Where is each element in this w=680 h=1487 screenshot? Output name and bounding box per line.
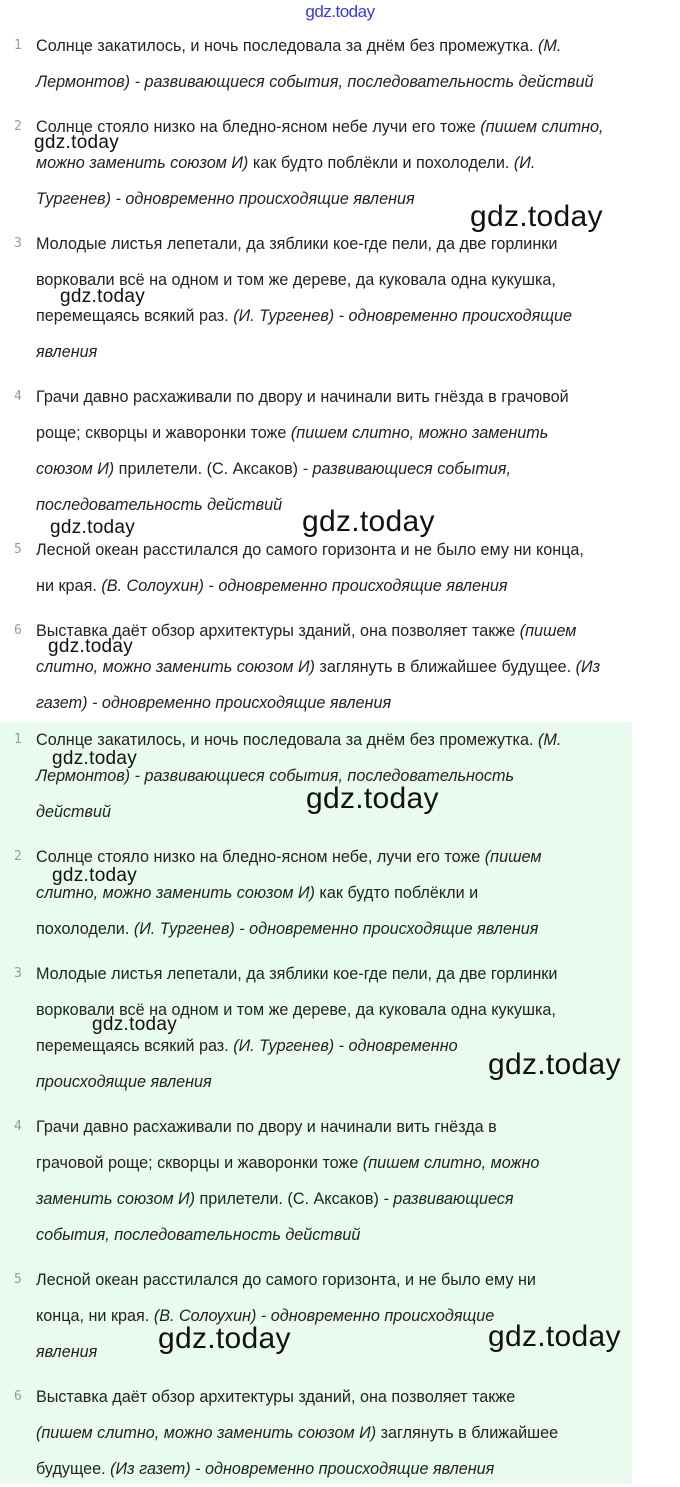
watermark: gdz.today <box>302 505 435 538</box>
watermark: gdz.today <box>92 1014 178 1035</box>
italic-segment: Тургенев) - одновременно происходящие явления <box>36 190 415 208</box>
text-segment: Лесной океан расстилался до самого горизонта и не было ему ни конца, <box>36 541 584 559</box>
text-segment: Солнце закатилось, и ночь последовала за днём без промежутка. <box>36 731 538 749</box>
italic-segment: (пишем слитно, <box>480 118 604 136</box>
italic-segment: (пишем <box>484 848 542 866</box>
italic-segment: (В. Солоухин) - одновременно происходящие явления <box>101 577 508 595</box>
text-segment: Выставка даёт обзор архитектуры зданий, она позволяет также <box>36 1388 516 1406</box>
italic-segment: (Из газет) - одновременно происходящие явления <box>110 1460 495 1478</box>
italic-segment: газет) - одновременно происходящие явления <box>36 694 392 712</box>
italic-segment: (М. <box>537 731 562 749</box>
item-number: 1 <box>14 732 22 747</box>
italic-segment: действий <box>36 803 111 821</box>
text-segment: перемещаясь всякий раз. <box>36 1037 234 1055</box>
watermark: gdz.today <box>488 1320 621 1353</box>
text-line <box>36 1451 620 1487</box>
text-line <box>36 1109 620 1145</box>
text-line <box>36 451 670 487</box>
item-number: 2 <box>14 119 22 134</box>
italic-segment: (И. Тургенев) - одновременно происходящие <box>233 307 573 325</box>
text-segment: ворковали всё на одном и том же дереве, да куковала одна кукушка, <box>36 271 556 289</box>
text-segment: Выставка даёт обзор архитектуры зданий, она позволяет также <box>36 622 520 640</box>
italic-segment: явления <box>36 1343 98 1361</box>
watermark: gdz.today <box>158 1322 291 1355</box>
watermark: gdz.today <box>48 636 134 657</box>
italic-segment: (пишем слитно, можно заменить <box>290 424 549 442</box>
item-number: 1 <box>14 38 22 53</box>
italic-segment: - развивающиеся <box>383 1190 514 1208</box>
item-number: 4 <box>14 1119 22 1134</box>
text-line <box>36 1415 620 1451</box>
text-line <box>36 1379 620 1415</box>
text-segment: заглянуть в ближайшее будущее. <box>314 658 576 676</box>
italic-segment: (И. <box>513 154 536 172</box>
watermark: gdz.today <box>34 132 120 153</box>
text-line <box>36 145 670 181</box>
list-item <box>0 839 632 947</box>
answer-block-corrected <box>0 722 632 1484</box>
watermark: gdz.today <box>52 748 138 769</box>
text-line <box>36 334 670 370</box>
item-number: 5 <box>14 542 22 557</box>
list-item <box>0 613 680 721</box>
text-segment: Молодые листья лепетали, да зяблики кое-где пели, да две горлинки <box>36 235 558 253</box>
italic-segment: слитно, можно заменить союзом И) <box>36 884 315 902</box>
item-number: 6 <box>14 1389 22 1404</box>
text-line <box>36 28 670 64</box>
item-number: 4 <box>14 389 22 404</box>
italic-segment: (М. <box>537 37 562 55</box>
item-number: 2 <box>14 849 22 864</box>
text-line <box>36 956 620 992</box>
text-segment: похолодели. <box>36 920 134 938</box>
italic-segment: (И. Тургенев) - одновременно <box>233 1037 458 1055</box>
watermark: gdz.today <box>488 1048 621 1081</box>
item-number: 3 <box>14 236 22 251</box>
text-segment: Грачи давно расхаживали по двору и начинали вить гнёзда в <box>36 1118 497 1136</box>
italic-segment: (пишем слитно, можно заменить союзом И) <box>36 1424 377 1442</box>
text-segment: прилетели. (С. Аксаков) <box>195 1190 384 1208</box>
text-segment: Солнце стояло низко на бледно-ясном небе лучи его тоже <box>36 118 481 136</box>
text-line <box>36 1262 620 1298</box>
text-line <box>36 911 620 947</box>
text-line <box>36 415 670 451</box>
item-number: 6 <box>14 623 22 638</box>
italic-segment: можно заменить союзом И) <box>36 154 249 172</box>
list-item <box>0 1109 632 1253</box>
site-header: gdz.today <box>305 2 375 21</box>
italic-segment: последовательность действий <box>36 496 283 514</box>
text-line <box>36 1217 620 1253</box>
italic-segment: происходящие явления <box>36 1073 212 1091</box>
italic-segment: (пишем слитно, можно <box>362 1154 540 1172</box>
text-segment: как будто поблёкли и похолодели. <box>248 154 514 172</box>
italic-segment: события, последовательность действий <box>36 1226 361 1244</box>
italic-segment: Лермонтов) - развивающиеся события, последовательность <box>36 767 515 785</box>
italic-segment: (Из <box>575 658 601 676</box>
italic-segment: слитно, можно заменить союзом И) <box>36 658 315 676</box>
italic-segment: явления <box>36 343 98 361</box>
italic-segment: (В. Солоухин) - одновременно происходящие <box>153 1307 495 1325</box>
italic-segment: (И. Тургенев) - одновременно происходящие явления <box>133 920 539 938</box>
text-segment: Грачи давно расхаживали по двору и начинали вить гнёзда в грачовой <box>36 388 569 406</box>
text-segment: Лесной океан расстилался до самого горизонта, и не было ему ни <box>36 1271 536 1289</box>
italic-segment: Лермонтов) - развивающиеся события, последовательность действий <box>36 73 594 91</box>
list-item <box>0 532 680 604</box>
watermark: gdz.today <box>470 200 603 233</box>
text-segment: конца, ни края. <box>36 1307 154 1325</box>
text-line <box>36 64 670 100</box>
watermark: gdz.today <box>306 782 439 815</box>
text-segment: перемещаясь всякий раз. <box>36 307 234 325</box>
italic-segment: - развивающиеся события, <box>302 460 511 478</box>
text-segment: как будто поблёкли и <box>314 884 479 902</box>
list-item <box>0 28 680 100</box>
italic-segment: союзом И) <box>36 460 115 478</box>
text-segment: будущее. <box>36 1460 111 1478</box>
item-number: 5 <box>14 1272 22 1287</box>
text-segment: заглянуть в ближайшее <box>376 1424 559 1442</box>
text-line <box>36 379 670 415</box>
text-line <box>36 1181 620 1217</box>
text-segment: грачовой роще; скворцы и жаворонки тоже <box>36 1154 363 1172</box>
text-line <box>36 109 670 145</box>
text-segment: Молодые листья лепетали, да зяблики кое-где пели, да две горлинки <box>36 965 558 983</box>
watermark: gdz.today <box>50 517 136 538</box>
watermark: gdz.today <box>60 286 146 307</box>
text-segment: прилетели. (С. Аксаков) <box>114 460 303 478</box>
italic-segment: (пишем <box>519 622 577 640</box>
italic-segment: заменить союзом И) <box>36 1190 196 1208</box>
text-line <box>36 685 670 721</box>
text-segment: ворковали всё на одном и том же дереве, да куковала одна кукушка, <box>36 1001 556 1019</box>
item-number: 3 <box>14 966 22 981</box>
text-line <box>36 1145 620 1181</box>
text-segment: ни края. <box>36 577 102 595</box>
text-line <box>36 568 670 604</box>
text-segment: Солнце закатилось, и ночь последовала за днём без промежутка. <box>36 37 538 55</box>
list-item <box>0 1379 632 1487</box>
text-segment: Солнце стояло низко на бледно-ясном небе, лучи его тоже <box>36 848 485 866</box>
list-item <box>0 379 680 523</box>
text-segment: роще; скворцы и жаворонки тоже <box>36 424 291 442</box>
watermark: gdz.today <box>52 865 138 886</box>
